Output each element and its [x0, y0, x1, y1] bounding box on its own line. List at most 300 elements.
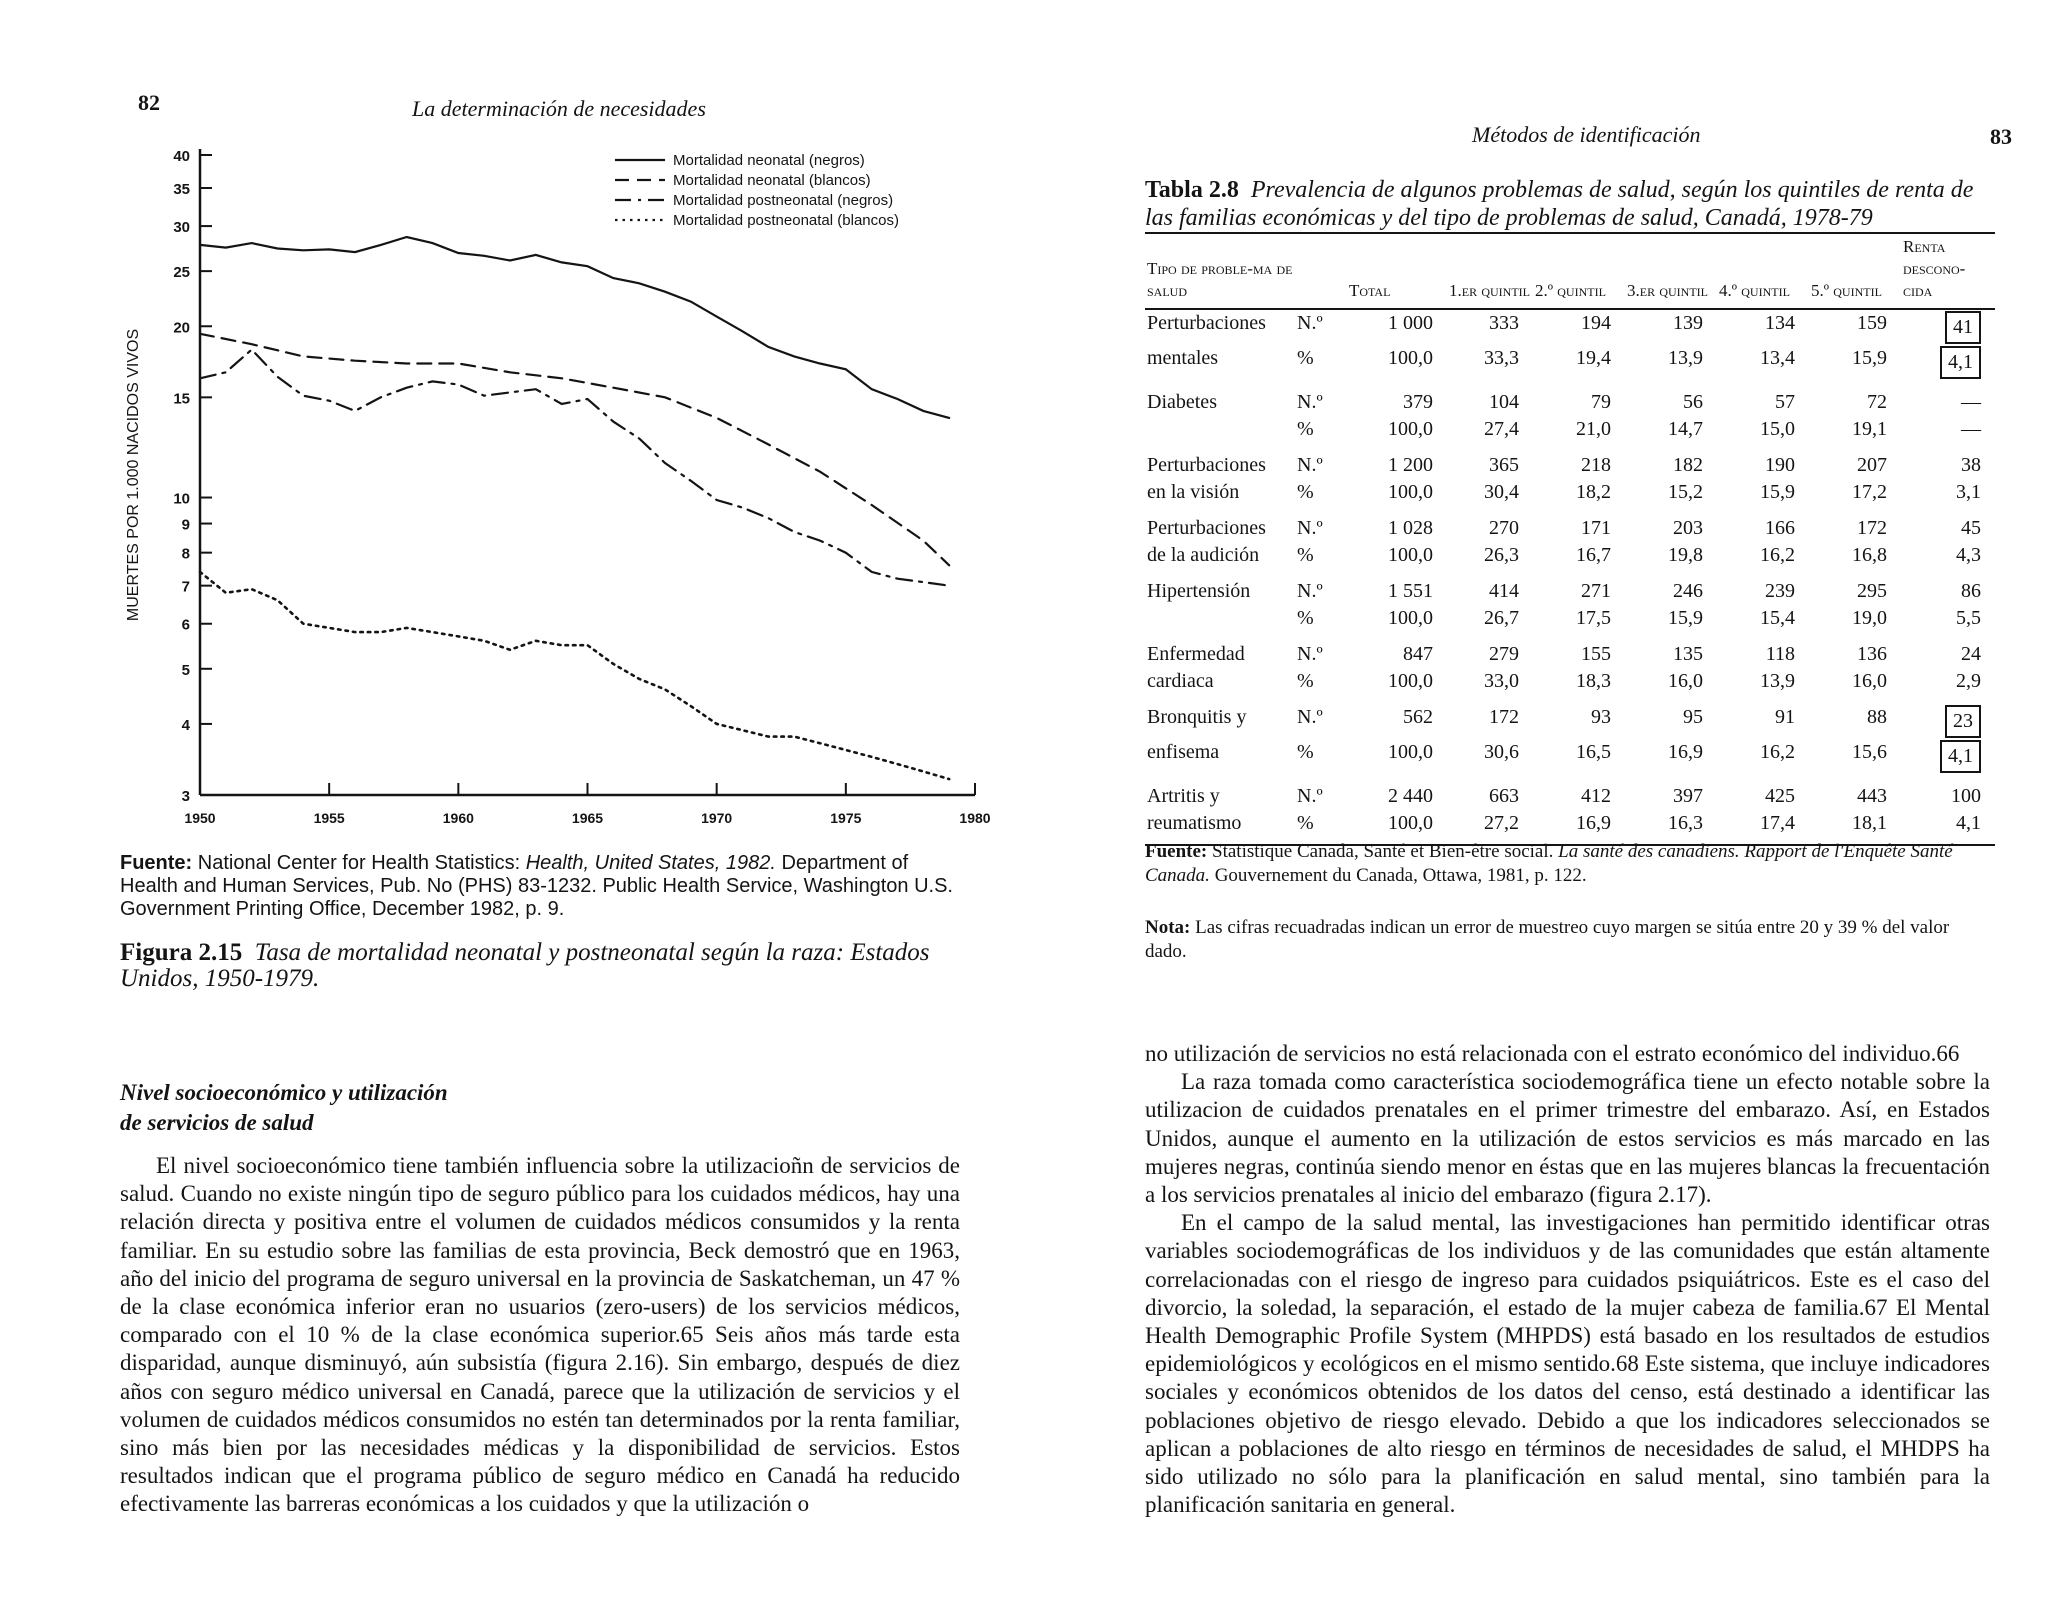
row-label [1145, 479, 1295, 506]
unit-label-value: N.º [1297, 580, 1323, 602]
percent-cell [1447, 345, 1533, 380]
unit-label-value: % [1297, 741, 1314, 763]
percent-cell-value: 27,2 [1484, 812, 1519, 834]
legend-label: Mortalidad postneonatal (negros) [673, 192, 894, 209]
series-line-2 [200, 334, 949, 566]
row-label-value: Hipertensión [1147, 580, 1251, 602]
table-title-label: Tabla 2.8 [1145, 177, 1239, 203]
y-tick-label: 20 [173, 319, 190, 337]
count-cell [1533, 380, 1625, 416]
percent-cell [1625, 416, 1717, 443]
row-label [1145, 345, 1295, 380]
percent-cell [1533, 668, 1625, 695]
count-cell [1347, 569, 1447, 605]
count-cell-value: 57 [1775, 391, 1795, 413]
unit-label [1295, 668, 1347, 695]
paragraph: no utilización de servicios no está relacionada con el estrato económico del individuo.66 [1145, 1041, 1960, 1066]
row-label-value: mentales [1147, 347, 1219, 369]
count-cell-value: 1 028 [1388, 517, 1433, 539]
percent-cell [1901, 605, 1995, 632]
row-label-value: Perturbaciones [1147, 454, 1266, 476]
percent-cell-value: 19,1 [1852, 418, 1887, 440]
x-tick-label: 1965 [571, 810, 604, 826]
percent-cell-value: 16,7 [1576, 544, 1611, 566]
unit-label [1295, 774, 1347, 810]
count-cell [1717, 506, 1809, 542]
unit-label-value: N.º [1297, 785, 1323, 807]
series-line-1 [200, 237, 949, 418]
x-tick-label: 1970 [701, 810, 733, 826]
percent-cell-value: 17,2 [1852, 481, 1887, 503]
unit-label [1295, 479, 1347, 506]
count-cell-value: 397 [1673, 785, 1703, 807]
row-label-value: Artritis y [1147, 785, 1220, 807]
unit-label [1295, 695, 1347, 739]
percent-cell-value: 13,4 [1760, 347, 1795, 369]
count-cell-value: 414 [1489, 580, 1519, 602]
figure-caption-text: Tasa de mortalidad neonatal y postneonatal según la raza: Estados Unidos, 1950-1979. [120, 939, 930, 992]
count-cell [1347, 695, 1447, 739]
figure-source-text1: National Center for Health Statistics: [197, 852, 521, 874]
count-cell-value: 365 [1489, 454, 1519, 476]
percent-cell-value: — [1961, 418, 1981, 440]
count-cell [1717, 309, 1809, 345]
unit-label [1295, 632, 1347, 668]
percent-cell [1809, 345, 1901, 380]
percent-cell [1347, 739, 1447, 774]
series-line-3 [200, 350, 949, 586]
table-row [1145, 605, 1995, 632]
percent-cell [1901, 668, 1995, 695]
count-cell-value: 190 [1765, 454, 1795, 476]
percent-cell [1447, 542, 1533, 569]
count-cell [1901, 380, 1995, 416]
percent-cell [1447, 479, 1533, 506]
table-row [1145, 668, 1995, 695]
percent-cell-value: 4,1 [1956, 812, 1981, 834]
percent-cell-value: 30,4 [1484, 481, 1519, 503]
count-cell [1533, 695, 1625, 739]
table-row [1145, 479, 1995, 506]
percent-cell-value: 2,9 [1956, 670, 1981, 692]
percent-cell-value: 33,0 [1484, 670, 1519, 692]
body-text-left [120, 1152, 960, 1519]
count-cell [1809, 309, 1901, 345]
legend-label: Mortalidad neonatal (negros) [673, 152, 865, 169]
percent-cell-value: 15,2 [1668, 481, 1703, 503]
y-tick-label: 6 [181, 616, 190, 634]
percent-cell-value: 100,0 [1388, 481, 1433, 503]
table-source-label: Fuente: [1145, 841, 1208, 862]
count-cell [1347, 774, 1447, 810]
percent-cell-value: 19,0 [1852, 607, 1887, 629]
legend-label: Mortalidad neonatal (blancos) [673, 172, 871, 189]
percent-cell [1625, 345, 1717, 380]
table-row [1145, 443, 1995, 479]
count-cell-value: 239 [1765, 580, 1795, 602]
count-cell-value: 172 [1489, 706, 1519, 728]
header-type: Tipo de proble-ma de salud [1145, 233, 1295, 309]
count-cell-value: 136 [1857, 643, 1887, 665]
unit-label [1295, 443, 1347, 479]
count-cell [1447, 774, 1533, 810]
count-cell [1901, 443, 1995, 479]
mortality-chart [0, 0, 1024, 840]
figure-source-text2: Department of Health and Human Services, Pub. No (PHS) 83-1232. Public Health Service, Washington U.S. Government Printing Office, December 1982, p. 9. [120, 852, 953, 920]
count-cell [1717, 569, 1809, 605]
table-row [1145, 345, 1995, 380]
y-tick-label: 30 [173, 219, 190, 237]
percent-cell [1347, 479, 1447, 506]
legend-label: Mortalidad postneonatal (blancos) [673, 212, 899, 229]
percent-cell [1625, 605, 1717, 632]
row-label [1145, 569, 1295, 605]
count-cell-value: 24 [1961, 643, 1981, 665]
percent-cell-value: 100,0 [1388, 347, 1433, 369]
percent-cell [1625, 542, 1717, 569]
count-cell [1625, 443, 1717, 479]
percent-cell [1347, 416, 1447, 443]
percent-cell-value: 26,7 [1484, 607, 1519, 629]
table-title-text: Prevalencia de algunos problemas de salud, según los quintiles de renta de las familias económicas y del tipo de problemas de salud, Canadá, 1978-79 [1145, 177, 1974, 231]
y-tick-label: 3 [181, 788, 190, 805]
percent-cell [1901, 542, 1995, 569]
count-cell-value: 166 [1765, 517, 1795, 539]
x-tick-label: 1975 [830, 810, 862, 826]
count-cell [1809, 380, 1901, 416]
percent-cell-value: 100,0 [1388, 544, 1433, 566]
count-cell-value: 379 [1403, 391, 1433, 413]
header-q5: 5.º quintil [1809, 233, 1901, 309]
percent-cell [1717, 739, 1809, 774]
count-cell-value: 271 [1581, 580, 1611, 602]
count-cell-value: 135 [1673, 643, 1703, 665]
unit-label [1295, 380, 1347, 416]
y-tick-label: 8 [181, 545, 190, 563]
count-cell-value: 425 [1765, 785, 1795, 807]
unit-label-value: % [1297, 347, 1314, 369]
percent-cell-value: 16,0 [1852, 670, 1887, 692]
count-cell [1901, 695, 1995, 739]
row-label-value: Perturbaciones [1147, 517, 1266, 539]
count-cell-value: 100 [1951, 785, 1981, 807]
row-label [1145, 542, 1295, 569]
row-label-value: de la audición [1147, 544, 1260, 566]
percent-cell [1447, 416, 1533, 443]
percent-cell-value: 16,5 [1576, 741, 1611, 763]
unit-label-value: N.º [1297, 312, 1323, 334]
unit-label-value: % [1297, 544, 1314, 566]
percent-cell [1717, 605, 1809, 632]
running-head-right: Métodos de identificación [1472, 122, 1701, 147]
count-cell [1625, 506, 1717, 542]
table-note-label: Nota: [1145, 917, 1191, 938]
table-row [1145, 380, 1995, 416]
unit-label [1295, 506, 1347, 542]
percent-cell [1809, 542, 1901, 569]
count-cell [1625, 309, 1717, 345]
count-cell-value: 2 440 [1388, 785, 1433, 807]
unit-label [1295, 739, 1347, 774]
count-cell-value: 270 [1489, 517, 1519, 539]
percent-cell-value: 18,1 [1852, 812, 1887, 834]
percent-cell [1533, 479, 1625, 506]
figure-source [120, 852, 970, 921]
count-cell [1347, 309, 1447, 345]
row-label-value: en la visión [1147, 481, 1240, 503]
row-label [1145, 605, 1295, 632]
percent-cell-value: 19,4 [1576, 347, 1611, 369]
count-cell [1447, 569, 1533, 605]
count-cell [1347, 443, 1447, 479]
count-cell [1809, 569, 1901, 605]
count-cell-value: 412 [1581, 785, 1611, 807]
percent-cell-value: 19,8 [1668, 544, 1703, 566]
count-cell [1901, 506, 1995, 542]
count-cell [1625, 569, 1717, 605]
percent-cell [1533, 739, 1625, 774]
count-cell [1901, 632, 1995, 668]
count-cell [1533, 774, 1625, 810]
count-cell [1447, 695, 1533, 739]
row-label [1145, 443, 1295, 479]
percent-cell-value: 16,9 [1576, 812, 1611, 834]
count-cell-value: 139 [1673, 312, 1703, 334]
row-label-value: Perturbaciones [1147, 312, 1266, 334]
unit-label [1295, 605, 1347, 632]
count-cell-value: 279 [1489, 643, 1519, 665]
table-body [1145, 309, 1995, 845]
count-cell [1625, 774, 1717, 810]
count-cell-value: 218 [1581, 454, 1611, 476]
count-cell-value: 79 [1591, 391, 1611, 413]
percent-cell-value: 14,7 [1668, 418, 1703, 440]
count-cell-value: 562 [1403, 706, 1433, 728]
count-cell [1717, 443, 1809, 479]
count-cell-value: — [1961, 391, 1981, 413]
percent-cell-value: 15,9 [1852, 347, 1887, 369]
percent-cell [1447, 668, 1533, 695]
count-cell-value: 194 [1581, 312, 1611, 334]
table-title [1145, 176, 1995, 232]
row-label [1145, 632, 1295, 668]
count-cell [1901, 774, 1995, 810]
percent-cell-value: 100,0 [1388, 670, 1433, 692]
count-cell-value: 333 [1489, 312, 1519, 334]
count-cell [1447, 380, 1533, 416]
table-source-title: La santé des canadiens. Rapport de l'Enquête Santé Canada. [1145, 841, 1953, 886]
count-cell-value: 104 [1489, 391, 1519, 413]
percent-cell-value: 13,9 [1668, 347, 1703, 369]
percent-cell-value: 15,6 [1852, 741, 1887, 763]
unit-label-value: % [1297, 481, 1314, 503]
row-label-value: cardiaca [1147, 670, 1214, 692]
page-number-left: 82 [138, 90, 160, 115]
table-row [1145, 632, 1995, 668]
percent-cell [1347, 605, 1447, 632]
percent-cell [1901, 479, 1995, 506]
percent-cell [1533, 542, 1625, 569]
row-label-value: Diabetes [1147, 391, 1217, 413]
unit-label-value: % [1297, 418, 1314, 440]
table-row [1145, 506, 1995, 542]
row-label [1145, 774, 1295, 810]
count-cell-value: 91 [1775, 706, 1795, 728]
header-q1: 1.er quintil [1447, 233, 1533, 309]
count-cell [1809, 695, 1901, 739]
header-q3: 3.er quintil [1625, 233, 1717, 309]
unit-label-value: N.º [1297, 454, 1323, 476]
unit-label [1295, 416, 1347, 443]
count-cell [1347, 380, 1447, 416]
y-tick-label: 10 [173, 490, 190, 508]
y-tick-label: 7 [181, 578, 190, 596]
count-cell [1533, 443, 1625, 479]
count-cell [1809, 632, 1901, 668]
table-source-text2: Gouvernement du Canada, Ottawa, 1981, p. 122. [1214, 865, 1587, 886]
row-label-value: Enfermedad [1147, 643, 1245, 665]
y-tick-label: 4 [181, 716, 190, 734]
percent-cell [1533, 345, 1625, 380]
running-head-left: La determinación de necesidades [412, 96, 706, 121]
percent-cell [1809, 605, 1901, 632]
count-cell [1625, 695, 1717, 739]
percent-cell-value: 4,1 [1940, 346, 1981, 379]
section-heading-line2: de servicios de salud [120, 1110, 314, 1135]
x-tick-label: 1980 [959, 810, 991, 826]
count-cell-value: 56 [1683, 391, 1703, 413]
paragraph: El nivel socioeconómico tiene también influencia sobre la utilizacioñn de servicios de salud. Cuando no existe ningún tipo de seguro público para los cuidados médicos, hay una relación directa y positiva entre el volumen de cuidados médicos consumidos y la renta familiar. En su estudio sobre las familias de esta provincia, Beck demostró que en 1963, año del inicio del programa de seguro universal en la provincia de Saskatcheman, un 47 % de la clase económica inferior eran no usuarios (zero-users) de los servicios médicos, comparado con el 10 % de la clase económica superior.65 Seis años más tarde esta disparidad, aunque disminuyó, aún subsistía (figura 2.16). Sin embargo, después de diez años con seguro médico universal en Canadá, parece que la utilización de servicios y el volumen de cuidados médicos consumidos no estén tan determinados por la renta familiar, sino más bien por las necesidades médicas y la disponibilidad de servicios. Estos resultados indican que el programa público de seguro médico en Canadá ha reducido efectivamente las barreras económicas a los cuidados y que la utilización o [120, 1153, 960, 1517]
percent-cell [1625, 668, 1717, 695]
count-cell-value: 41 [1945, 311, 1981, 344]
table-row [1145, 739, 1995, 774]
table-source [1145, 840, 1995, 888]
count-cell-value: 847 [1403, 643, 1433, 665]
percent-cell-value: 100,0 [1388, 741, 1433, 763]
health-problems-table [1145, 232, 1995, 846]
count-cell [1901, 569, 1995, 605]
count-cell [1717, 632, 1809, 668]
count-cell-value: 1 200 [1388, 454, 1433, 476]
page-number-right: 83 [1990, 124, 2012, 149]
percent-cell-value: 17,4 [1760, 812, 1795, 834]
row-label [1145, 309, 1295, 345]
count-cell-value: 95 [1683, 706, 1703, 728]
percent-cell [1901, 345, 1995, 380]
count-cell-value: 72 [1867, 391, 1887, 413]
count-cell-value: 45 [1961, 517, 1981, 539]
percent-cell-value: 27,4 [1484, 418, 1519, 440]
y-tick-label: 15 [173, 390, 190, 408]
row-label [1145, 416, 1295, 443]
count-cell-value: 1 000 [1388, 312, 1433, 334]
percent-cell [1533, 605, 1625, 632]
count-cell [1347, 632, 1447, 668]
table-note [1145, 916, 1995, 964]
paragraph: En el campo de la salud mental, las investigaciones han permitido identificar otras variables sociodemográficas de los individuos y de las comunidades que están altamente correlacionadas con el riesgo de ingreso para cuidados psiquiátricos. Este es el caso del divorcio, la soledad, la separación, el estado de la mujer cabeza de familia.67 El Mental Health Demographic Profile System (MHPDS) está basado en los resultados de estudios epidemiológicos y ecológicos en el mismo sentido.68 Este sistema, que incluye indicadores sociales y económicos obtenidos de los datos del censo, está destinado a identificar las poblaciones objetivo de riesgo elevado. Debido a que los indicadores seleccionados se aplican a poblaciones de alto riesgo en términos de necesidades de salud, el MHDPS ha sido utilizado no sólo para la planificación en salud mental, sino también para la planificación sanitaria en general. [1145, 1210, 1990, 1518]
percent-cell [1809, 479, 1901, 506]
percent-cell-value: 15,0 [1760, 418, 1795, 440]
percent-cell [1901, 416, 1995, 443]
table-note-text: Las cifras recuadradas indican un error de muestreo cuyo margen se sitúa entre 20 y 39 % del valor dado. [1145, 917, 1950, 962]
row-label [1145, 695, 1295, 739]
percent-cell [1717, 345, 1809, 380]
y-tick-label: 25 [173, 264, 190, 282]
unit-label-value: % [1297, 812, 1314, 834]
percent-cell-value: 18,2 [1576, 481, 1611, 503]
count-cell-value: 663 [1489, 785, 1519, 807]
table-row [1145, 695, 1995, 739]
count-cell [1809, 443, 1901, 479]
percent-cell-value: 16,9 [1668, 741, 1703, 763]
count-cell [1447, 309, 1533, 345]
count-cell-value: 155 [1581, 643, 1611, 665]
percent-cell-value: 3,1 [1956, 481, 1981, 503]
header-total: Total [1347, 233, 1447, 309]
percent-cell-value: 13,9 [1760, 670, 1795, 692]
y-tick-label: 35 [173, 180, 190, 198]
row-label [1145, 506, 1295, 542]
percent-cell-value: 18,3 [1576, 670, 1611, 692]
percent-cell-value: 30,6 [1484, 741, 1519, 763]
percent-cell [1717, 479, 1809, 506]
figure-source-title: Health, United States, 1982. [525, 852, 776, 874]
percent-cell-value: 15,9 [1668, 607, 1703, 629]
unit-label-value: N.º [1297, 706, 1323, 728]
count-cell [1447, 443, 1533, 479]
count-cell [1447, 632, 1533, 668]
percent-cell [1809, 739, 1901, 774]
figure-caption-label: Figura 2.15 [120, 939, 243, 966]
percent-cell-value: 26,3 [1484, 544, 1519, 566]
percent-cell [1717, 416, 1809, 443]
count-cell-value: 182 [1673, 454, 1703, 476]
header-q4: 4.º quintil [1717, 233, 1809, 309]
x-tick-label: 1950 [184, 810, 216, 826]
percent-cell [1809, 416, 1901, 443]
percent-cell [1809, 668, 1901, 695]
figure-source-label: Fuente: [120, 852, 193, 874]
table-row [1145, 416, 1995, 443]
count-cell [1625, 380, 1717, 416]
count-cell [1809, 506, 1901, 542]
count-cell-value: 38 [1961, 454, 1981, 476]
count-cell-value: 1 551 [1388, 580, 1433, 602]
section-heading [120, 1078, 448, 1138]
count-cell [1533, 506, 1625, 542]
count-cell [1347, 506, 1447, 542]
percent-cell-value: 16,2 [1760, 544, 1795, 566]
percent-cell-value: 100,0 [1388, 812, 1433, 834]
unit-label-value: % [1297, 670, 1314, 692]
percent-cell-value: 16,0 [1668, 670, 1703, 692]
percent-cell [1447, 739, 1533, 774]
count-cell-value: 295 [1857, 580, 1887, 602]
unit-label [1295, 345, 1347, 380]
count-cell-value: 203 [1673, 517, 1703, 539]
percent-cell-value: 4,3 [1956, 544, 1981, 566]
count-cell-value: 443 [1857, 785, 1887, 807]
percent-cell-value: 16,3 [1668, 812, 1703, 834]
count-cell-value: 118 [1765, 643, 1795, 665]
section-heading-line1: Nivel socioeconómico y utilización [120, 1080, 448, 1105]
table-row [1145, 309, 1995, 345]
row-label [1145, 668, 1295, 695]
count-cell-value: 134 [1765, 312, 1795, 334]
count-cell-value: 88 [1867, 706, 1887, 728]
unit-label [1295, 569, 1347, 605]
table-row [1145, 774, 1995, 810]
